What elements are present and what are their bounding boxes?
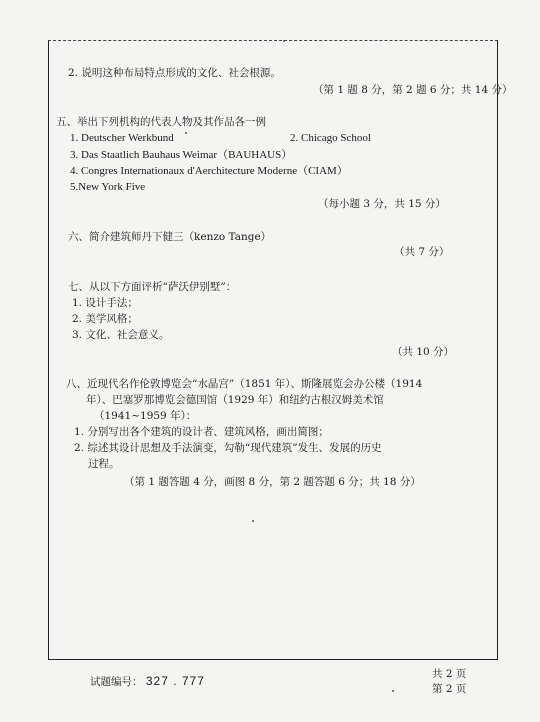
question-5-score: （每小题 3 分，共 15 分）	[318, 198, 446, 210]
question-5-item-3: 3. Das Staatlich Bauhaus Weimar（BAUHAUS）	[70, 149, 293, 161]
scan-speck	[185, 132, 187, 134]
question-8-line-3: （1941~1959 年）：	[94, 410, 197, 422]
exam-code-value: 327 . 777	[145, 674, 205, 688]
question-7-heading: 七、从以下方面评析“萨沃伊别墅”：	[68, 281, 237, 293]
question-8-item-2-cont: 过程。	[88, 458, 120, 470]
current-page: 第 2 页	[432, 683, 467, 695]
question-7-item-3: 3. 文化、社会意义。	[72, 329, 170, 341]
scan-speck	[252, 520, 254, 522]
question-8-item-1: 1. 分别写出各个建筑的设计者、建筑风格，画出简图；	[74, 426, 329, 438]
question-7-item-1: 1. 设计手法；	[72, 297, 138, 309]
question-8-item-2: 2. 综述其设计思想及手法演变，勾勒“现代建筑”发生、发展的历史	[74, 442, 382, 454]
question-7-score: （共 10 分）	[392, 346, 455, 358]
total-pages: 共 2 页	[432, 668, 467, 680]
question-7-item-2: 2. 美学风格；	[72, 313, 138, 325]
question-5-item-5: 5.New York Five	[70, 181, 146, 193]
scan-speck	[283, 40, 285, 42]
question-5-item-1: 1. Deutscher Werkbund	[70, 132, 174, 144]
scan-speck	[392, 690, 394, 692]
exam-code-label: 试题编号：	[90, 676, 143, 688]
question-2-score: （第 1 题 8 分，第 2 题 6 分；共 14 分）	[313, 84, 513, 96]
question-5-item-4: 4. Congres Internationaux d'Aerchitecture Moderne（CIAM）	[70, 165, 348, 177]
question-5-heading: 五、举出下列机构的代表人物及其作品各一例	[56, 116, 266, 128]
question-8-score: （第 1 题答题 4 分，画图 8 分，第 2 题答题 6 分；共 18 分）	[124, 476, 421, 488]
question-8-line-1: 八、近现代名作伦敦博览会“水晶宫”（1851 年）、斯隆展览会办公楼（1914	[66, 378, 423, 390]
question-2-text: 2. 说明这种布局特点形成的文化、社会根源。	[68, 67, 281, 79]
question-6-heading: 六、简介建筑师丹下健三（kenzo Tange）	[68, 231, 272, 243]
question-8-line-2: 年）、巴塞罗那博览会德国馆（1929 年）和纽约古根汉姆美术馆	[86, 394, 384, 406]
question-6-score: （共 7 分）	[394, 246, 450, 258]
question-5-item-2: 2. Chicago School	[290, 132, 371, 144]
exam-code	[90, 674, 205, 689]
